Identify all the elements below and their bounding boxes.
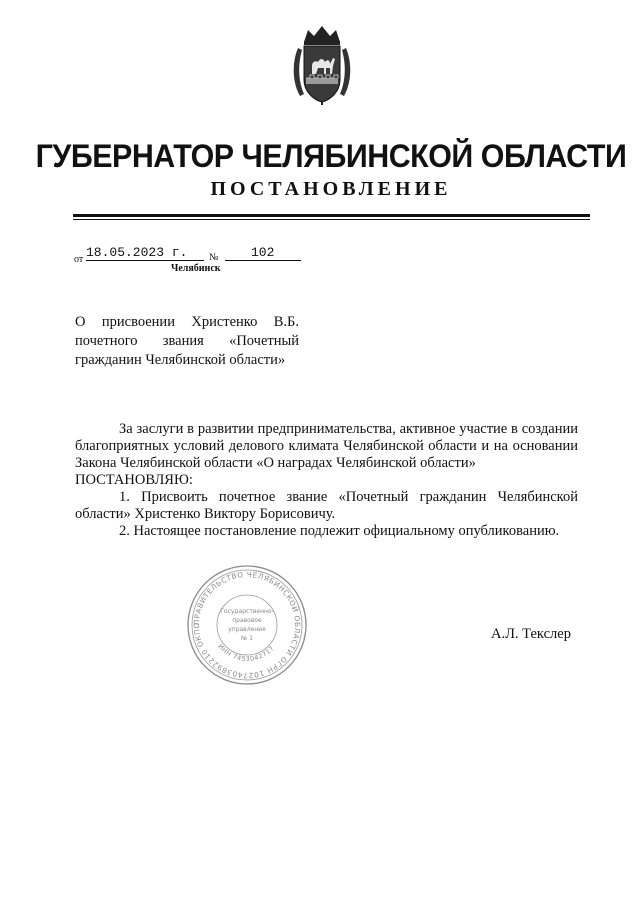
document-body: [75, 421, 578, 540]
number-prefix: №: [209, 252, 219, 263]
header-rule-thick: [73, 214, 590, 217]
document-date: 18.05.2023 г.: [86, 246, 204, 261]
svg-text:ПРАВИТЕЛЬСТВО ЧЕЛЯБИНСКОЙ ОБЛА: ПРАВИТЕЛЬСТВО ЧЕЛЯБИНСКОЙ ОБЛАСТИ ОГРН 1027403892210 ОКПО: [191, 569, 303, 681]
header-rule-thin: [73, 219, 590, 220]
document-city: Челябинск: [171, 263, 221, 274]
decree-item-1: 1. Присвоить почетное звание «Почетный гражданин Челябинской области» Христенко Виктору Борисовичу.: [75, 489, 578, 522]
coat-of-arms-icon: [290, 22, 354, 106]
document-number: 102: [225, 246, 301, 261]
svg-text:№ 1: № 1: [241, 635, 253, 642]
signer-name: А.Л. Текслер: [491, 626, 571, 642]
org-title: ГУБЕРНАТОР ЧЕЛЯБИНСКОЙ ОБЛАСТИ: [35, 138, 627, 174]
svg-text:управление: управление: [228, 626, 266, 633]
decree-word: ПОСТАНОВЛЯЮ:: [75, 472, 193, 488]
document-type: ПОСТАНОВЛЕНИЕ: [210, 178, 452, 200]
svg-text:правовое: правовое: [232, 617, 262, 624]
decree-item-2: 2. Настоящее постановление подлежит официальному опубликованию.: [119, 523, 560, 539]
document-subject: О присвоении Христенко В.Б. почетного звания «Почетный гражданин Челябинской области»: [75, 314, 299, 368]
round-seal-stamp: [185, 563, 309, 687]
date-prefix: от: [74, 254, 84, 265]
svg-text:Государственно-: Государственно-: [220, 608, 274, 615]
preamble-paragraph: За заслуги в развитии предпринимательства, активное участие в создании благоприятных условий делового климата Челябинской области и на основании Закона Челябинской области «О наградах Челябинской области»: [75, 421, 578, 471]
svg-text:ИНН 7453042717: ИНН 7453042717: [216, 642, 277, 664]
